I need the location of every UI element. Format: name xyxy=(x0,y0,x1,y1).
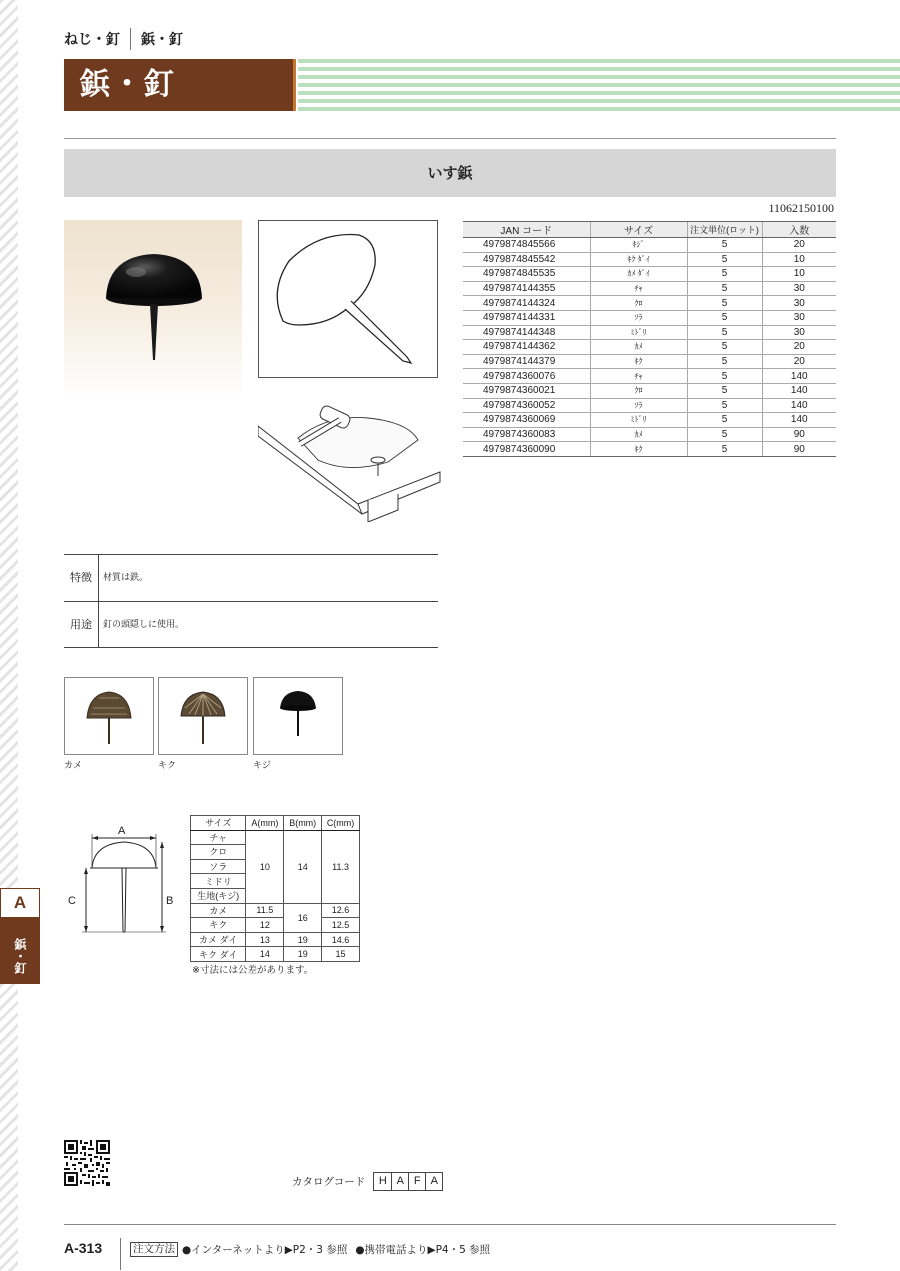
lot-cell: 5 xyxy=(687,281,762,296)
section-title: いす鋲 xyxy=(64,149,836,197)
dims-col-a: A(mm) xyxy=(246,816,284,831)
footer-separator xyxy=(120,1238,121,1270)
jan-cell: 4979874845535 xyxy=(463,267,590,282)
catalog-code-label: カタログコード xyxy=(292,1176,366,1188)
table-row xyxy=(463,325,836,340)
catalog-code-char: A xyxy=(391,1173,408,1190)
b-cell: 14 xyxy=(284,830,322,903)
size-cell: ｶﾒ xyxy=(590,340,687,355)
qty-cell: 10 xyxy=(762,267,836,282)
size-cell: ｷｸ xyxy=(590,354,687,369)
jan-cell: 4979874360090 xyxy=(463,442,590,457)
jan-cell: 4979874360069 xyxy=(463,413,590,428)
breadcrumb-separator xyxy=(130,28,131,50)
tack-line-drawing xyxy=(258,220,438,378)
feature-text: 材質は鉄。 xyxy=(103,573,149,583)
qty-cell: 140 xyxy=(762,398,836,413)
c-cell: 14.6 xyxy=(322,932,360,947)
b-cell: 16 xyxy=(284,903,322,932)
col-jan: JAN コード xyxy=(463,222,590,238)
usage-row xyxy=(64,601,438,648)
c-cell: 12.5 xyxy=(322,918,360,933)
table-row xyxy=(191,918,360,933)
catalog-code-char: A xyxy=(425,1173,442,1190)
table-row xyxy=(463,442,836,457)
dimension-label-a: A xyxy=(118,825,126,837)
feature-row xyxy=(64,554,438,601)
jan-table xyxy=(463,221,836,457)
dimension-label-b: B xyxy=(166,895,174,907)
jan-cell: 4979874144355 xyxy=(463,281,590,296)
size-cell: カメ ダイ xyxy=(191,932,246,947)
catalog-code-char: H xyxy=(378,1175,387,1187)
jan-cell: 4979874144362 xyxy=(463,340,590,355)
size-cell: キク ダイ xyxy=(191,947,246,962)
size-cell: ﾐﾄﾞﾘ xyxy=(590,325,687,340)
order-info xyxy=(130,1242,490,1257)
feature-label: 特徴 xyxy=(64,555,99,601)
usage-label: 用途 xyxy=(64,602,99,647)
lot-cell: 5 xyxy=(687,413,762,428)
qty-cell: 10 xyxy=(762,252,836,267)
table-row xyxy=(191,830,360,845)
table-row xyxy=(463,296,836,311)
catalog-code-char: F xyxy=(408,1173,425,1190)
lot-cell: 5 xyxy=(687,427,762,442)
jan-cell: 4979874360076 xyxy=(463,369,590,384)
table-row xyxy=(463,413,836,428)
jan-cell: 4979874845542 xyxy=(463,252,590,267)
order-internet-link[interactable]: ●インターネットより▶P2・3 参照 xyxy=(182,1244,348,1256)
qty-cell: 140 xyxy=(762,413,836,428)
size-cell: ｷｸ ﾀﾞｲ xyxy=(590,252,687,267)
jan-cell: 4979874144379 xyxy=(463,354,590,369)
qty-cell: 30 xyxy=(762,310,836,325)
order-mobile-link[interactable]: ●携帯電話より▶P4・5 参照 xyxy=(355,1244,491,1256)
jan-cell: 4979874144348 xyxy=(463,325,590,340)
size-cell: カメ xyxy=(191,903,246,918)
variant-label: キジ xyxy=(253,761,271,771)
qty-cell: 20 xyxy=(762,354,836,369)
dims-col-b: B(mm) xyxy=(284,816,322,831)
tolerance-note: ※寸法には公差があります。 xyxy=(192,965,314,976)
jan-cell: 4979874360021 xyxy=(463,383,590,398)
table-row xyxy=(463,383,836,398)
qty-cell: 140 xyxy=(762,383,836,398)
table-row xyxy=(463,427,836,442)
lot-cell: 5 xyxy=(687,442,762,457)
page-number: A-313 xyxy=(64,1240,103,1256)
b-cell: 19 xyxy=(284,947,322,962)
usage-illustration xyxy=(258,404,444,522)
qty-cell: 140 xyxy=(762,369,836,384)
size-cell: ｸﾛ xyxy=(590,296,687,311)
table-row xyxy=(191,947,360,962)
table-row xyxy=(463,369,836,384)
dimension-diagram xyxy=(64,820,186,940)
breadcrumb-category[interactable]: ねじ・釘 xyxy=(64,32,120,48)
jan-cell: 4979874144324 xyxy=(463,296,590,311)
c-cell: 12.6 xyxy=(322,903,360,918)
lot-cell: 5 xyxy=(687,369,762,384)
variant-photo-kiji xyxy=(253,677,343,755)
size-cell: ｷｼﾞ xyxy=(590,238,687,253)
order-method-label: 注文方法 xyxy=(130,1242,178,1257)
variant-photo-kame xyxy=(64,677,154,755)
lot-cell: 5 xyxy=(687,267,762,282)
jan-table-header xyxy=(463,222,836,238)
size-cell: 生地(キジ) xyxy=(191,888,246,903)
col-lot: 注文単位(ロット) xyxy=(687,222,762,238)
qty-cell: 90 xyxy=(762,427,836,442)
side-index-tab[interactable] xyxy=(0,888,40,984)
col-size: サイズ xyxy=(590,222,687,238)
catalog-code xyxy=(292,1172,443,1191)
qty-cell: 30 xyxy=(762,325,836,340)
table-row xyxy=(463,252,836,267)
divider xyxy=(64,138,836,139)
table-row xyxy=(463,340,836,355)
table-row xyxy=(463,281,836,296)
c-cell: 15 xyxy=(322,947,360,962)
size-cell: ソラ xyxy=(191,859,246,874)
item-code: 11062150100 xyxy=(768,201,834,215)
lot-cell: 5 xyxy=(687,296,762,311)
size-cell: キク xyxy=(191,918,246,933)
dims-col-size: サイズ xyxy=(191,816,246,831)
lot-cell: 5 xyxy=(687,238,762,253)
usage-text: 釘の頭隠しに使用。 xyxy=(103,620,185,630)
a-cell: 10 xyxy=(246,830,284,903)
variant-photo-kiku xyxy=(158,677,248,755)
qr-code[interactable] xyxy=(64,1140,110,1186)
qty-cell: 90 xyxy=(762,442,836,457)
lot-cell: 5 xyxy=(687,325,762,340)
qty-cell: 30 xyxy=(762,281,836,296)
size-cell: ｿﾗ xyxy=(590,398,687,413)
product-photo xyxy=(64,220,242,398)
size-cell: チャ xyxy=(191,830,246,845)
lot-cell: 5 xyxy=(687,310,762,325)
dims-header xyxy=(191,816,360,831)
table-row xyxy=(191,932,360,947)
table-row xyxy=(191,903,360,918)
dimension-label-c: C xyxy=(68,895,76,907)
b-cell: 19 xyxy=(284,932,322,947)
a-cell: 14 xyxy=(246,947,284,962)
size-cell: クロ xyxy=(191,845,246,860)
table-row xyxy=(463,238,836,253)
jan-cell: 4979874360083 xyxy=(463,427,590,442)
table-row xyxy=(463,267,836,282)
table-row xyxy=(463,398,836,413)
breadcrumb-current: 鋲・釘 xyxy=(141,32,183,48)
size-cell: ﾁｬ xyxy=(590,369,687,384)
side-tab-letter: A xyxy=(0,888,40,918)
title-stripe-decoration xyxy=(298,59,900,111)
left-decorative-stripe xyxy=(0,0,18,1271)
col-qty: 入数 xyxy=(762,222,836,238)
feature-table xyxy=(64,554,438,648)
lot-cell: 5 xyxy=(687,383,762,398)
dims-col-c: C(mm) xyxy=(322,816,360,831)
size-cell: ｿﾗ xyxy=(590,310,687,325)
lot-cell: 5 xyxy=(687,252,762,267)
a-cell: 12 xyxy=(246,918,284,933)
variant-label: カメ xyxy=(64,761,83,771)
catalog-code-boxes xyxy=(373,1172,443,1191)
lot-cell: 5 xyxy=(687,398,762,413)
side-tab-category: 鋲・釘 xyxy=(0,918,40,984)
table-row xyxy=(463,310,836,325)
qty-cell: 20 xyxy=(762,340,836,355)
lot-cell: 5 xyxy=(687,340,762,355)
size-cell: ｷｸ xyxy=(590,442,687,457)
qty-cell: 30 xyxy=(762,296,836,311)
c-cell: 11.3 xyxy=(322,830,360,903)
footer-divider xyxy=(64,1224,836,1225)
jan-cell: 4979874845566 xyxy=(463,238,590,253)
size-cell: ミドリ xyxy=(191,874,246,889)
jan-cell: 4979874144331 xyxy=(463,310,590,325)
size-cell: ｸﾛ xyxy=(590,383,687,398)
jan-cell: 4979874360052 xyxy=(463,398,590,413)
lot-cell: 5 xyxy=(687,354,762,369)
size-cell: ﾁｬ xyxy=(590,281,687,296)
a-cell: 11.5 xyxy=(246,903,284,918)
a-cell: 13 xyxy=(246,932,284,947)
variant-label: キク xyxy=(158,761,177,771)
size-cell: ﾐﾄﾞﾘ xyxy=(590,413,687,428)
qty-cell: 20 xyxy=(762,238,836,253)
dimension-table xyxy=(190,815,360,962)
breadcrumb xyxy=(64,28,183,50)
size-cell: ｶﾒ ﾀﾞｲ xyxy=(590,267,687,282)
page-title: 鋲・釘 xyxy=(64,59,296,111)
size-cell: ｶﾒ xyxy=(590,427,687,442)
table-row xyxy=(463,354,836,369)
